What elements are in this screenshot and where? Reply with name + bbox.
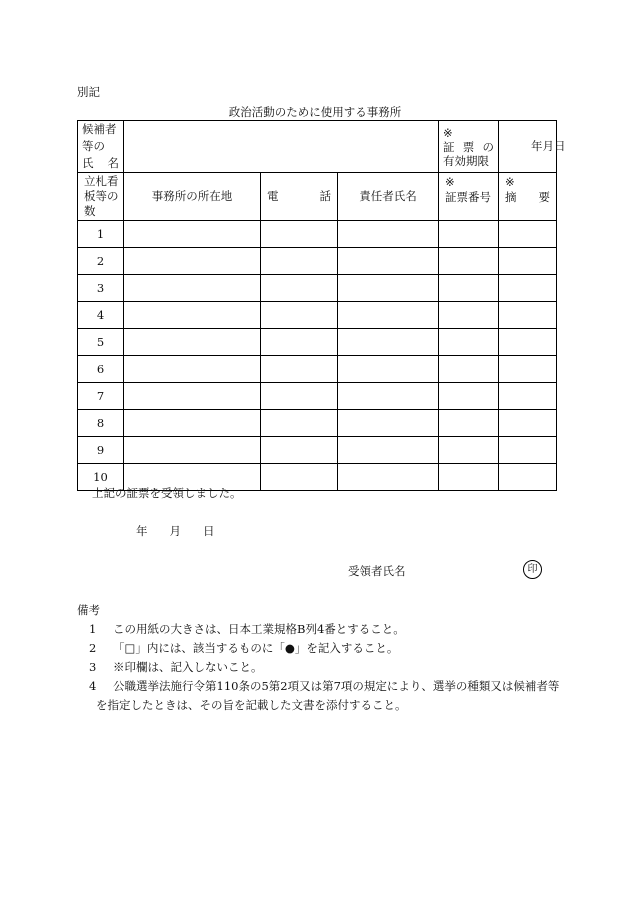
table-row: [78, 275, 557, 302]
cell-address[interactable]: [124, 302, 261, 329]
cell-cert-number[interactable]: [439, 464, 499, 491]
document-label: 別記: [77, 85, 100, 99]
cell-address[interactable]: [124, 329, 261, 356]
cell-phone[interactable]: [261, 275, 338, 302]
cell-remarks[interactable]: [499, 464, 557, 491]
col-header-responsible: 責任者氏名: [338, 173, 439, 221]
cell-count: 4: [78, 302, 124, 329]
cell-count: 6: [78, 356, 124, 383]
cell-address[interactable]: [124, 356, 261, 383]
cell-count: 5: [78, 329, 124, 356]
validity-label: ※ 証 票 の 有効期限: [439, 121, 499, 173]
table-row: [78, 410, 557, 437]
note-item-continuation: を指定したときは、その旨を記載した文書を添付すること。: [96, 698, 407, 712]
cell-address[interactable]: [124, 410, 261, 437]
col-header-cert-number: ※ 証票番号: [439, 173, 499, 221]
table-row: [78, 329, 557, 356]
cell-count: 1: [78, 221, 124, 248]
col-header-address: 事務所の所在地: [124, 173, 261, 221]
cell-cert-number[interactable]: [439, 221, 499, 248]
cell-cert-number[interactable]: [439, 302, 499, 329]
note-text: 公職選挙法施行令第110条の5第2項又は第7項の規定により、選挙の種類又は候補者等: [113, 679, 560, 693]
cell-responsible[interactable]: [338, 302, 439, 329]
cell-address[interactable]: [124, 437, 261, 464]
validity-date-field[interactable]: 年 月 日: [499, 121, 557, 173]
cell-remarks[interactable]: [499, 221, 557, 248]
table-row: [78, 437, 557, 464]
cell-phone[interactable]: [261, 437, 338, 464]
cell-responsible[interactable]: [338, 464, 439, 491]
cell-remarks[interactable]: [499, 383, 557, 410]
cell-phone[interactable]: [261, 221, 338, 248]
note-item: [89, 621, 405, 637]
note-number: 2: [89, 641, 97, 655]
cell-phone[interactable]: [261, 248, 338, 275]
cell-phone[interactable]: [261, 410, 338, 437]
office-table: [77, 120, 566, 491]
col-header-count: 立札看 板等の 数: [78, 173, 124, 221]
seal-mark: 印: [523, 560, 542, 579]
note-item: [89, 640, 398, 656]
cell-responsible[interactable]: [338, 248, 439, 275]
col-header-phone: 電 話: [261, 173, 338, 221]
cell-phone[interactable]: [261, 302, 338, 329]
cell-count: 10: [78, 464, 124, 491]
note-number: 3: [89, 660, 97, 674]
note-text: この用紙の大きさは、日本工業規格B列4番とすること。: [113, 622, 405, 636]
cell-remarks[interactable]: [499, 248, 557, 275]
receipt-date[interactable]: 年 月 日: [136, 524, 215, 538]
cell-cert-number[interactable]: [439, 329, 499, 356]
candidate-name-field[interactable]: [124, 121, 439, 173]
document-title: 政治活動のために使用する事務所: [228, 105, 402, 119]
table-row: [78, 302, 557, 329]
table-row: [78, 356, 557, 383]
cell-phone[interactable]: [261, 356, 338, 383]
cell-cert-number[interactable]: [439, 437, 499, 464]
cell-count: 2: [78, 248, 124, 275]
recipient-name-label: 受領者氏名: [348, 564, 406, 578]
receipt-statement: 上記の証票を受領しました。: [92, 486, 242, 500]
note-text: ※印欄は、記入しないこと。: [113, 660, 263, 674]
col-header-remarks: ※ 摘 要: [499, 173, 557, 221]
note-item: [89, 678, 559, 694]
cell-count: 3: [78, 275, 124, 302]
cell-responsible[interactable]: [338, 275, 439, 302]
candidate-name-label: 候補者等の 氏 名: [78, 121, 124, 173]
cell-phone[interactable]: [261, 383, 338, 410]
cell-remarks[interactable]: [499, 410, 557, 437]
header-row-columns: [78, 173, 557, 221]
table-row: [78, 383, 557, 410]
cell-responsible[interactable]: [338, 221, 439, 248]
table-row: [78, 248, 557, 275]
cell-responsible[interactable]: [338, 356, 439, 383]
header-row-candidate: [78, 121, 557, 173]
notes-heading: 備考: [77, 603, 100, 617]
note-number: 4: [89, 679, 97, 693]
cell-address[interactable]: [124, 248, 261, 275]
cell-cert-number[interactable]: [439, 248, 499, 275]
cell-responsible[interactable]: [338, 437, 439, 464]
cell-responsible[interactable]: [338, 383, 439, 410]
cell-cert-number[interactable]: [439, 410, 499, 437]
cell-cert-number[interactable]: [439, 356, 499, 383]
cell-phone[interactable]: [261, 464, 338, 491]
cell-count: 7: [78, 383, 124, 410]
note-number: 1: [89, 622, 97, 636]
cell-remarks[interactable]: [499, 356, 557, 383]
cell-address[interactable]: [124, 383, 261, 410]
cell-cert-number[interactable]: [439, 275, 499, 302]
cell-remarks[interactable]: [499, 437, 557, 464]
table-row: [78, 221, 557, 248]
cell-remarks[interactable]: [499, 329, 557, 356]
cell-remarks[interactable]: [499, 302, 557, 329]
note-text: 「□」内には、該当するものに「●」を記入すること。: [113, 641, 399, 655]
cell-cert-number[interactable]: [439, 383, 499, 410]
note-item: [89, 659, 263, 675]
cell-responsible[interactable]: [338, 329, 439, 356]
cell-phone[interactable]: [261, 329, 338, 356]
cell-remarks[interactable]: [499, 275, 557, 302]
cell-count: 8: [78, 410, 124, 437]
cell-address[interactable]: [124, 221, 261, 248]
cell-count: 9: [78, 437, 124, 464]
cell-responsible[interactable]: [338, 410, 439, 437]
cell-address[interactable]: [124, 275, 261, 302]
